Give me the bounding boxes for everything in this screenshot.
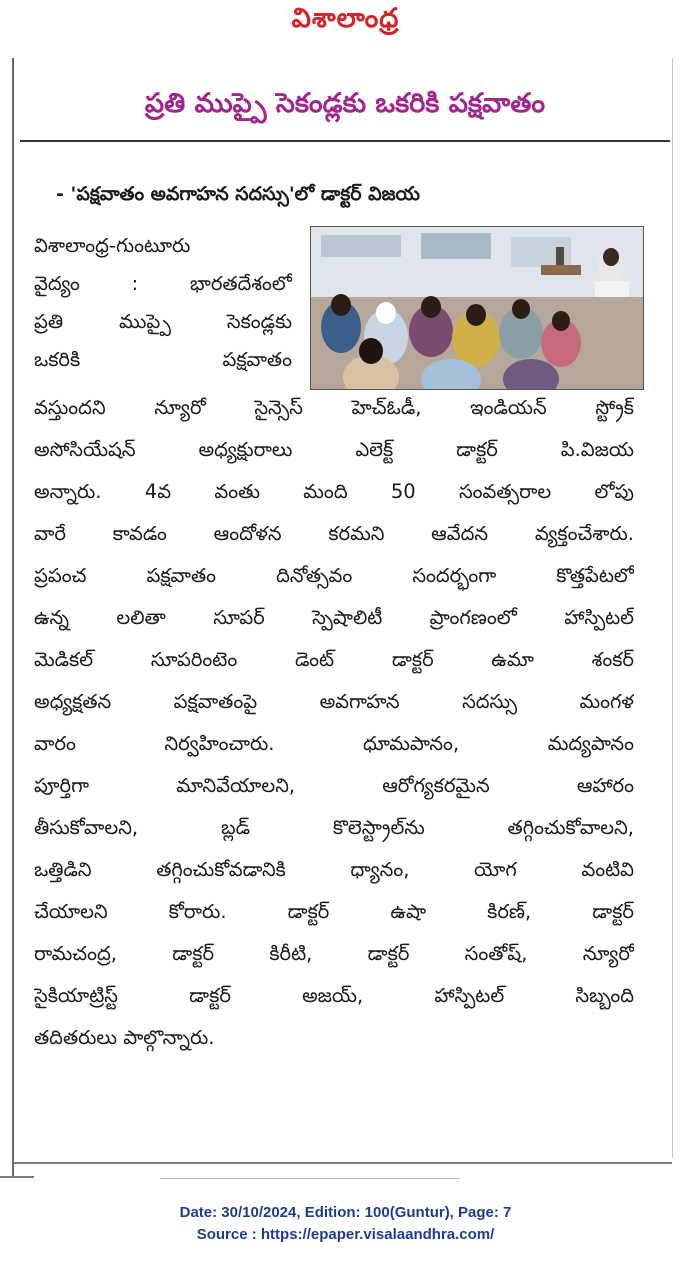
footer-date-edition: Date: 30/10/2024, Edition: 100(Guntur), Page: 7 [179,1204,512,1221]
frame-left-border [12,58,14,1178]
event-photo-illustration [311,227,643,389]
article-line: విశాలాంధ్ర-గుంటూరు [34,234,191,257]
article-line: అసోసియేషన్ అధ్యక్షురాలు ఎలెక్ట్ డాక్టర్ పి.విజయ [34,438,634,461]
article-line: వైద్యం : భారతదేశంలో [34,272,292,295]
article-line: ప్రతి ముప్పై సెకండ్లకు [34,310,292,333]
article-line: వారే కావడం ఆందోళన కరమని ఆవేదన వ్యక్తంచేశారు. [34,522,634,545]
article-headline: ప్రతి ముప్పై సెకండ్లకు ఒకరికి పక్షవాతం [144,88,546,119]
article-line: పూర్తిగా మానివేయాలని, ఆరోగ్యకరమైన ఆహారం [34,774,634,797]
source-footer [0,1202,691,1246]
article-line: ఉన్న లలితా సూపర్ స్పెషాలిటీ ప్రాంగణంలో హాస్పిటల్ [34,606,634,629]
article-line: ఒకరికి పక్షవాతం [34,348,292,371]
event-photo [310,226,644,390]
article-subheadline: - 'పక్షవాతం అవగాహన సదస్సు'లో డాక్టర్ విజయ [56,183,420,205]
frame-right-border [672,58,673,1158]
frame-bottom-border [14,1162,672,1164]
footer-source: Source : https://epaper.visalaandhra.com/ [196,1226,495,1243]
frame-bottom-thin-rule [160,1178,460,1179]
article-line: రామచంద్ర, డాక్టర్ కిరీటి, డాక్టర్ సంతోష్, న్యూరో [34,942,634,965]
article-line: ప్రపంచ పక్షవాతం దినోత్సవం సందర్భంగా కొత్తపేటలో [34,564,634,587]
frame-bottom-mark [0,1176,34,1178]
article-line: ఒత్తిడిని తగ్గించుకోవడానికి ధ్యానం, యోగ వంటివి [34,858,634,881]
article-line: తదితరులు పాల్గొన్నారు. [34,1026,215,1049]
article-line: చేయాలని కోరారు. డాక్టర్ ఉషా కిరణ్, డాక్టర్ [34,900,634,923]
article-line: వారం నిర్వహించారు. ధూమపానం, మద్యపానం [34,732,634,755]
headline-divider [20,140,670,142]
article-line: అధ్యక్షతన పక్షవాతంపై అవగాహన సదస్సు మంగళ [34,690,634,713]
masthead [0,0,691,44]
article-line: తీసుకోవాలని, బ్లడ్ కొలెస్ట్రాల్‌ను తగ్గించుకోవాలని, [34,816,634,839]
article-line: మెడికల్ సూపరింటెం డెంట్ డాక్టర్ ఉమా శంకర్ [34,648,634,671]
article-line: అన్నారు. 4వ వంతు మంది 50 సంవత్సరాల లోపు [34,480,634,503]
article-line: సైకియాట్రిస్ట్ డాక్టర్ అజయ్, హాస్పిటల్ సిబ్బంది [34,984,634,1007]
article-line: వస్తుందని న్యూరో సైన్సెస్ హెచ్ఓడీ, ఇండియన్ స్ట్రోక్ [34,396,634,419]
masthead-title: విశాలాంధ్ర [291,3,400,34]
